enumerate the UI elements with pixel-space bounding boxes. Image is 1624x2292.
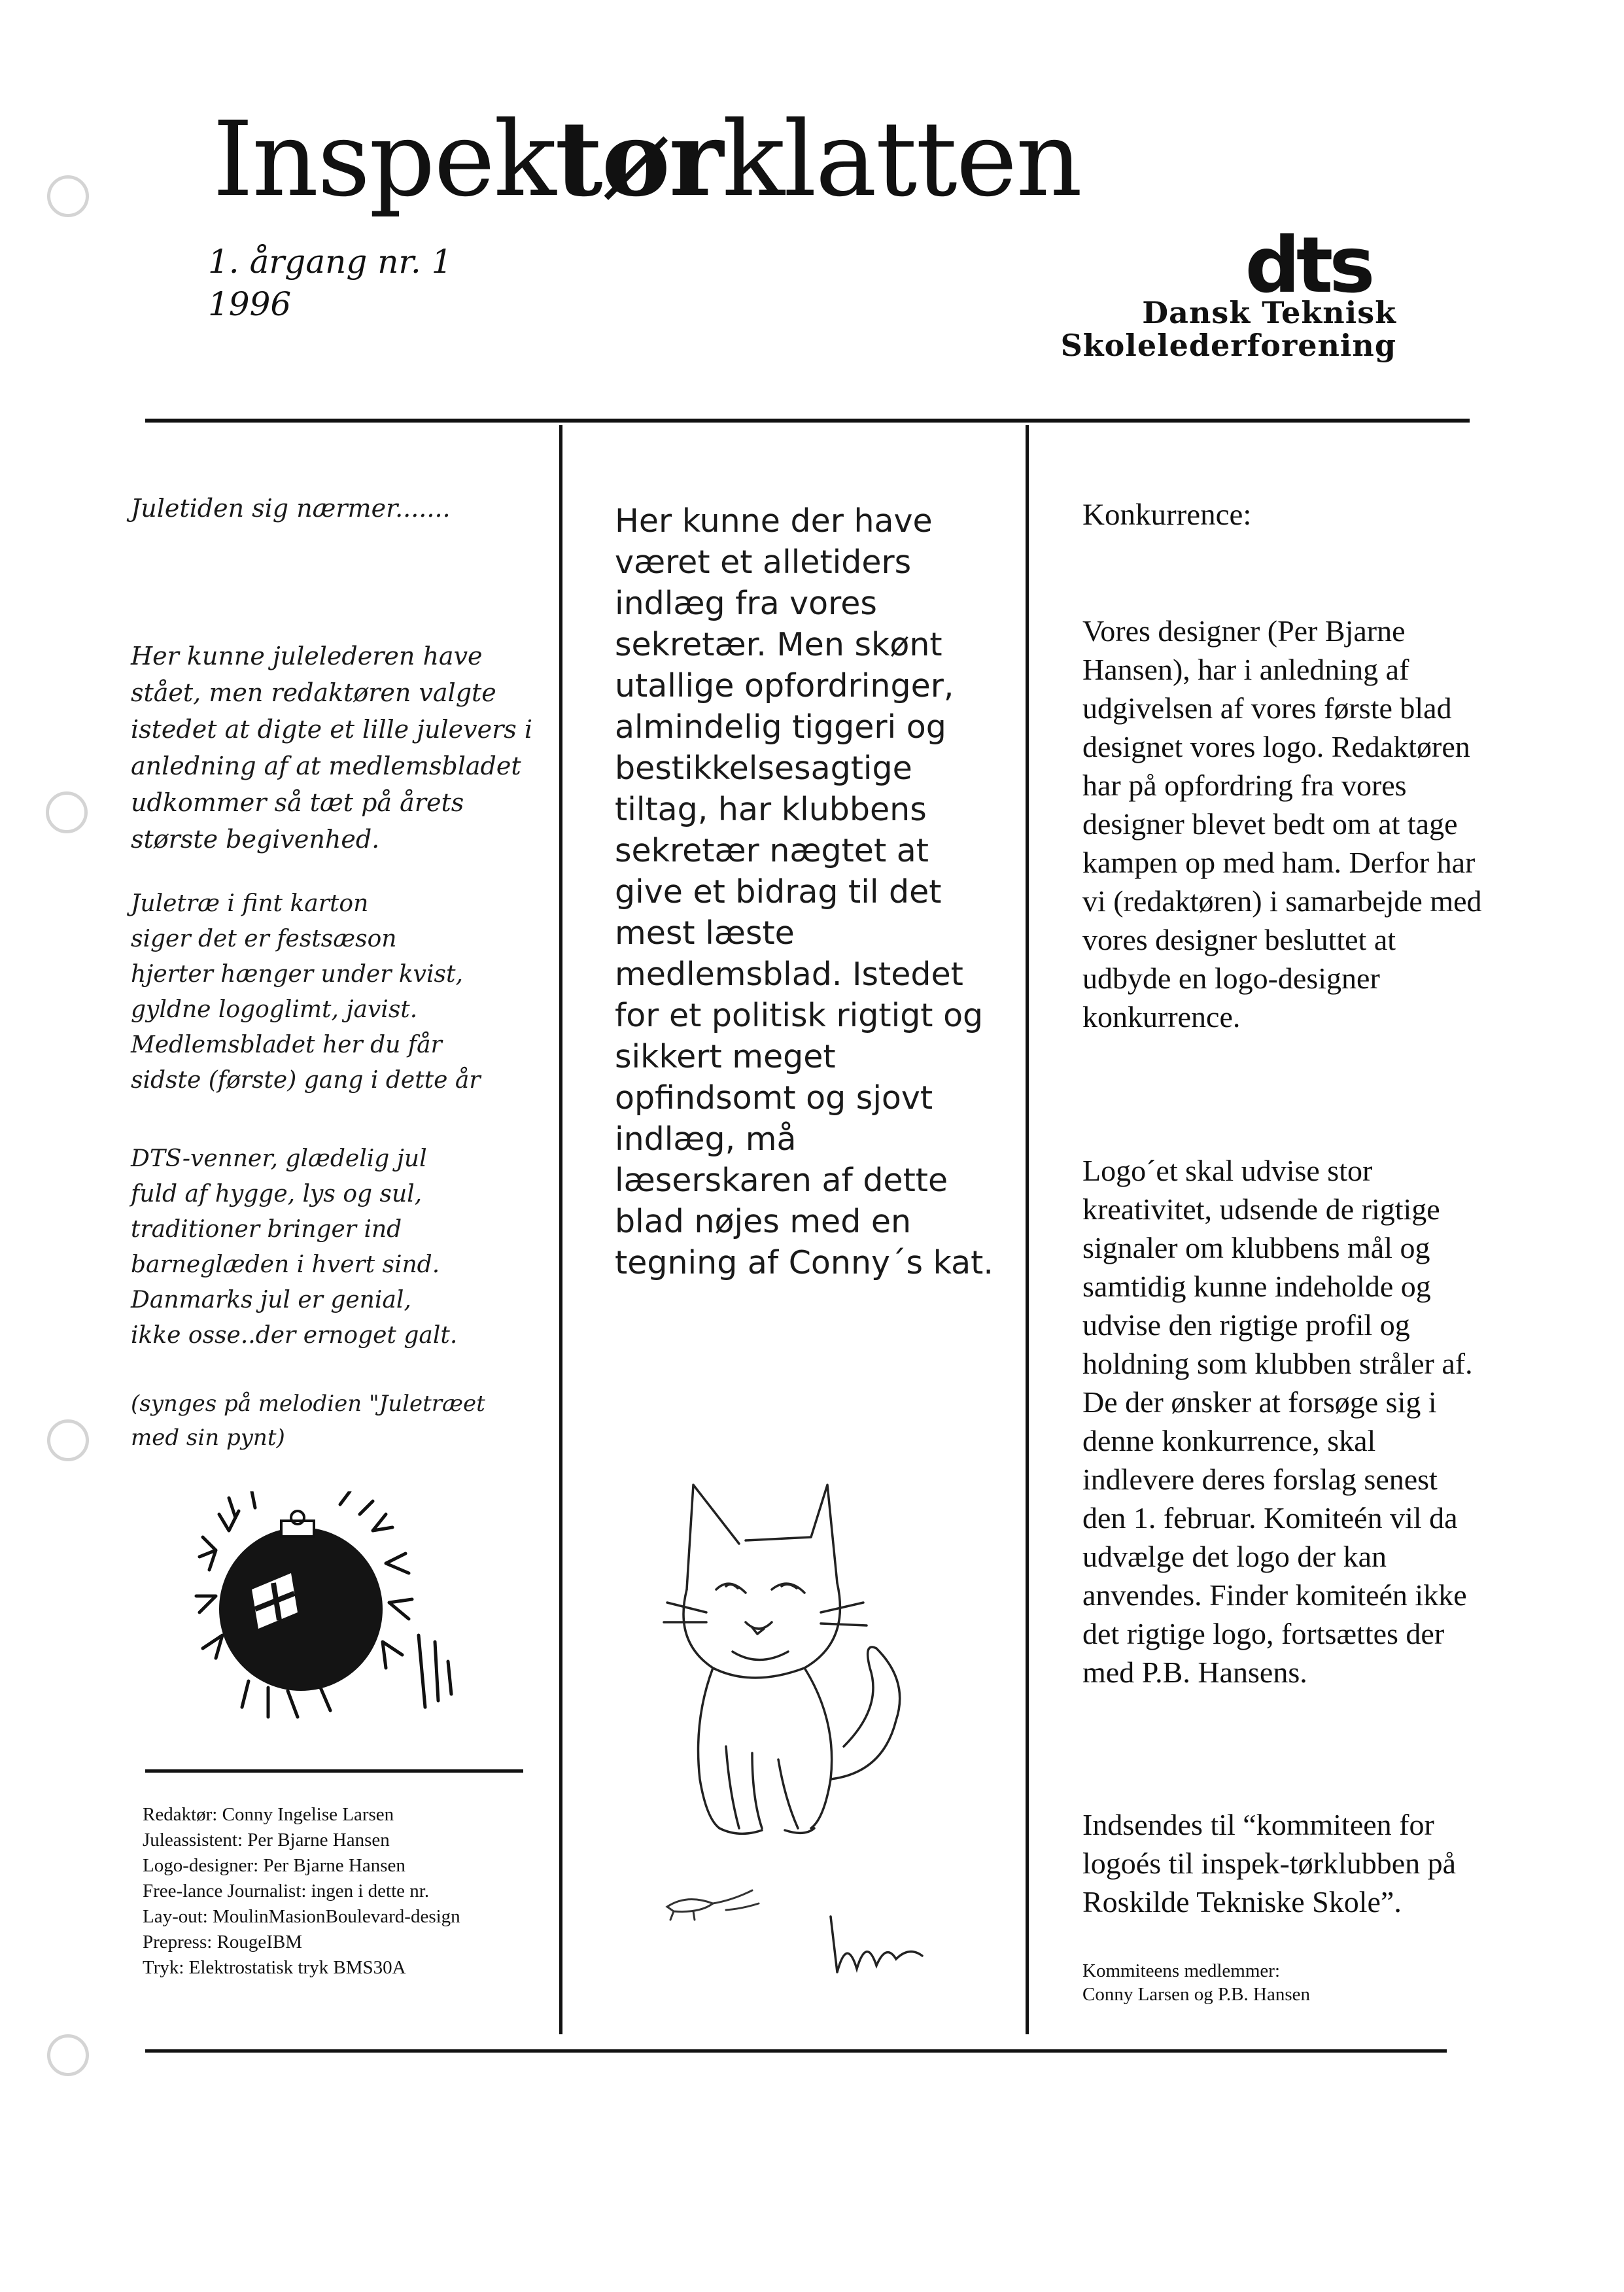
verse-line: barneglæden i hvert sind.: [131, 1251, 440, 1278]
contest-paragraph-2: Logo´et skal udvise stor kreativitet, udsende de rigtige signaler om klubbens mål og samtidig kunne indeholde og udvise den rigtige profil og holdning som klubben stråler af. De der ønsker at forsøge sig i denne konkurrence, skal indlevere deres forslag senest den 1. februar. Komiteén vil da udvælge det logo der kan anvendes. Finder komiteén ikke det rigtige logo, fortsættes der med P.B. Hansens.: [1082, 1154, 1473, 1689]
binder-hole: [47, 1419, 89, 1461]
text-line: sekretær. Men skønt: [615, 626, 942, 663]
issue-year: 1996: [208, 285, 292, 323]
verse-line: hjerter hænger under kvist,: [131, 961, 463, 988]
poem-verse-2: [131, 1141, 536, 1353]
column-divider: [1026, 425, 1029, 2034]
secretary-column: [615, 500, 1001, 1283]
credits: [143, 1802, 460, 1981]
logo-mark-text: dts: [1245, 229, 1372, 301]
poem-intro: Her kunne julelederen have stået, men redaktøren valgte istedet at digte et lille julevers i anledning af at medlemsbladet udkommer så tæt på årets største begivenhed.: [131, 642, 532, 854]
text-line: indlæg, må: [615, 1120, 797, 1158]
footer-rule: [145, 2049, 1447, 2053]
binder-hole: [46, 791, 88, 833]
verse-line: ikke osse..der ernoget galt.: [131, 1322, 458, 1349]
credit-line: Free-lance Journalist: ingen i dette nr.: [143, 1881, 430, 1901]
artist-signature: [821, 1910, 932, 1982]
verse-line: gyldne logoglimt, javist.: [131, 996, 418, 1023]
credit-line: Prepress: RougeIBM: [143, 1932, 303, 1953]
cat-drawing: [648, 1472, 922, 1845]
committee-members: Conny Larsen og P.B. Hansen: [1082, 1984, 1310, 2005]
verse-line: traditioner bringer ind: [131, 1216, 402, 1243]
text-line: læserskaren af dette: [615, 1162, 948, 1199]
credit-line: Tryk: Elektrostatisk tryk BMS30A: [143, 1957, 406, 1978]
verse-line: fuld af hygge, lys og sul,: [131, 1181, 423, 1207]
column-divider: [559, 425, 562, 2034]
header-rule: [145, 419, 1470, 423]
text-line: sekretær nægtet at: [615, 832, 929, 869]
text-line: tegning af Conny´s kat.: [615, 1244, 993, 1281]
text-line: blad nøjes med en: [615, 1203, 912, 1240]
logo-line-1: Dansk Teknisk: [1142, 295, 1396, 330]
text-line: været et alletiders: [615, 544, 912, 581]
text-line: indlæg fra vores: [615, 585, 877, 622]
text-line: mest læste: [615, 914, 795, 952]
verse-line: Juletræ i fint karton: [131, 890, 369, 917]
text-line: medlemsblad. Istedet: [615, 956, 963, 993]
verse-line: DTS-venner, glædelig jul: [131, 1145, 427, 1172]
contest-paragraph-3: Indsendes til “kommiteen for logoés til inspek-tørklubben på Roskilde Tekniske Skole”.: [1082, 1808, 1457, 1919]
poem-heading: Juletiden sig nærmer.......: [131, 494, 451, 523]
text-line: almindelig tiggeri og: [615, 708, 946, 746]
text-line: give et bidrag til det: [615, 873, 942, 911]
credit-line: Redaktør: Conny Ingelise Larsen: [143, 1804, 394, 1825]
poem-verse-1: [131, 886, 536, 1098]
christmas-bauble-icon: [190, 1491, 471, 1733]
credit-line: Lay-out: MoulinMasionBoulevard-design: [143, 1906, 460, 1927]
text-line: bestikkelsesagtige: [615, 750, 912, 787]
text-line: opfindsomt og sjovt: [615, 1079, 933, 1117]
verse-line: siger det er festsæson: [131, 926, 397, 952]
verse-line: Danmarks jul er genial,: [131, 1287, 411, 1313]
logo-line-2: Skolelederforening: [1060, 328, 1396, 363]
issue-number: 1. årgang nr. 1: [208, 243, 453, 281]
contest-paragraph-1: Vores designer (Per Bjarne Hansen), har i anledning af udgivelsen af vores første blad designet vores logo. Redaktøren har på opfordring fra vores designer blevet bedt om at tage kampen op med ham. Derfor har vi (redaktøren) i samarbejde med vores designer besluttet at udbyde en logo-designer konkurrence.: [1082, 614, 1482, 1033]
credits-rule: [145, 1769, 523, 1773]
verse-line: Medlemsbladet her du får: [131, 1032, 442, 1058]
mouse-sketch: [654, 1884, 765, 1923]
verse-line: sidste (første) gang i dette år: [131, 1067, 481, 1094]
contest-heading: Konkurrence:: [1082, 498, 1252, 532]
text-line: utallige opfordringer,: [615, 667, 954, 704]
text-line: tiltag, har klubbens: [615, 791, 927, 828]
page-title: Inspektørklatten: [213, 99, 1082, 220]
dts-logo: [1217, 229, 1400, 301]
text-line: Her kunne der have: [615, 502, 933, 540]
text-line: for et politisk rigtigt og: [615, 997, 984, 1034]
credit-line: Juleassistent: Per Bjarne Hansen: [143, 1830, 390, 1850]
text-line: sikkert meget: [615, 1038, 836, 1075]
binder-hole: [47, 175, 89, 217]
credit-line: Logo-designer: Per Bjarne Hansen: [143, 1855, 406, 1876]
binder-hole: [47, 2034, 89, 2076]
committee-members-label: Kommiteens medlemmer:: [1082, 1960, 1281, 1981]
melody-note: (synges på melodien "Juletræet med sin pynt): [131, 1391, 485, 1451]
